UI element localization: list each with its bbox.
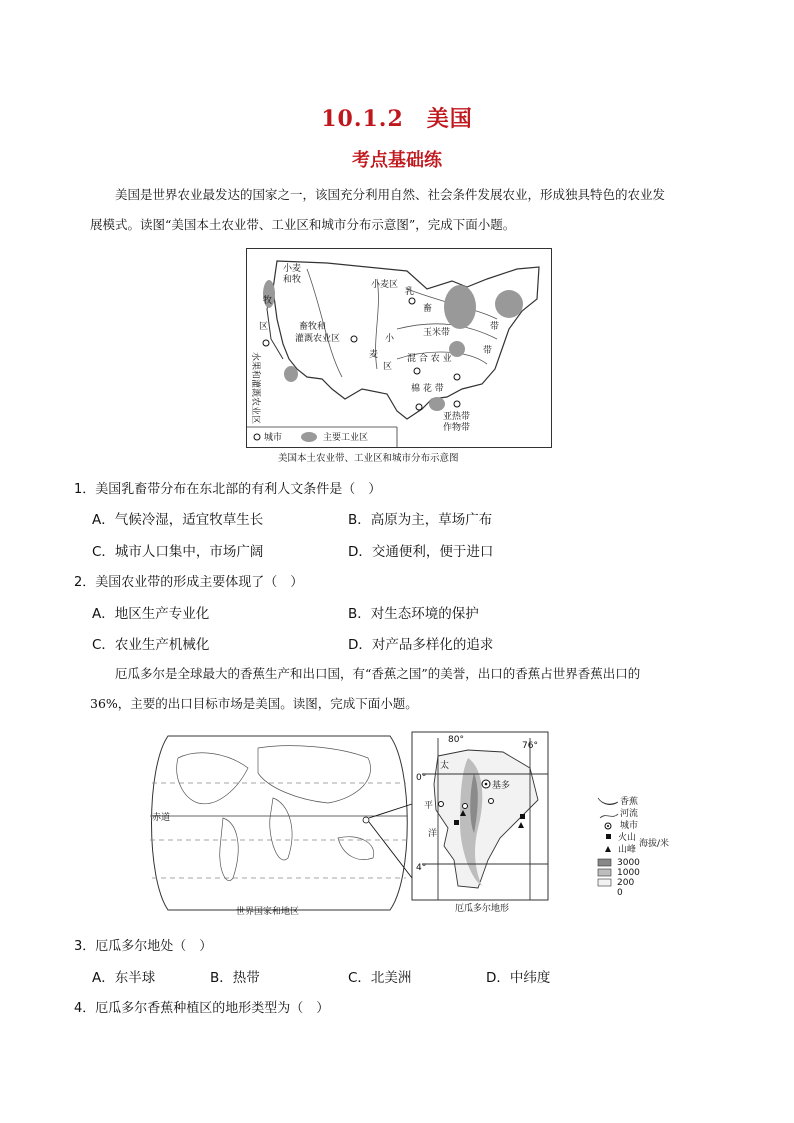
q2-option-b: B．对生态环境的保护: [348, 606, 479, 622]
pacific-label-tai: 太: [440, 761, 450, 771]
world-map-equator-label: 赤道: [152, 813, 171, 823]
industry-zone: [284, 366, 298, 382]
volcano-marker: [454, 820, 459, 825]
label-mai: 麦: [369, 350, 379, 360]
city-marker: [416, 404, 422, 410]
legend-volcano-label: 火山: [618, 833, 637, 843]
ecuador-terrain-caption: 厄瓜多尔地形: [455, 904, 510, 914]
intro1-line2: 展模式。读图“美国本土农业带、工业区和城市分布示意图”，完成下面小题。: [90, 217, 516, 232]
label-mu: 牧: [263, 296, 273, 306]
question-3-stem: 3．厄瓜多尔地处（ ）: [74, 939, 213, 954]
city-marker: [414, 368, 420, 374]
q3-option-b: B．热带: [210, 970, 260, 986]
q3-option-d: D．中纬度: [486, 970, 551, 986]
q2-option-c: C．农业生产机械化: [92, 637, 210, 653]
q1-option-b: B．高原为主，草场广布: [348, 512, 493, 528]
legend-1000: 1000: [617, 868, 640, 878]
legend-city-label: 城市: [620, 821, 639, 831]
label-cotton-belt: 棉 花 带: [411, 384, 444, 394]
intro-paragraph-1: [90, 180, 712, 240]
world-map-caption: 世界国家和地区: [236, 907, 300, 917]
legend-3000: 3000: [617, 858, 640, 868]
q1-option-c: C．城市人口集中，市场广阔: [92, 544, 264, 560]
intro2-line2: 36%，主要的出口目标市场是美国。读图，完成下面小题。: [90, 696, 418, 711]
pacific-label-ping: 平: [424, 801, 434, 811]
intro-paragraph-2: [90, 659, 712, 719]
label-qu2: 区: [383, 362, 393, 372]
q2-option-d: D．对产品多样化的追求: [348, 637, 494, 653]
lon-76-label: 76°: [522, 741, 538, 751]
legend-200: 200: [617, 878, 635, 888]
q2-option-a: A．地区生产专业化: [92, 606, 210, 622]
lat-4-label: 4°: [416, 863, 427, 873]
volcano-marker: [520, 814, 525, 819]
label-subtropical-2: 作物带: [443, 423, 471, 433]
legend-river-label: 河流: [620, 809, 639, 819]
banana-icon: [598, 798, 618, 805]
label-dai2: 带: [483, 346, 493, 356]
quito-label: 基多: [492, 781, 511, 791]
label-fruit: 水果和灌溉农业区: [250, 352, 260, 425]
q3-option-c: C．北美洲: [348, 970, 412, 986]
intro2-line1: 厄瓜多尔是全球最大的香蕉生产和出口国，有“香蕉之国”的美誉，出口的香蕉占世界香蕉出口的: [115, 666, 641, 681]
pacific-label-yang: 洋: [428, 829, 438, 839]
question-1-stem: 1．美国乳畜带分布在东北部的有利人文条件是（ ）: [74, 482, 382, 497]
volcano-legend-icon: [606, 834, 611, 839]
label-wheat-zone: 小麦区: [371, 280, 399, 290]
label-xiao: 小: [385, 334, 395, 344]
industry-zone: [444, 285, 476, 329]
intro1-line1: 美国是世界农业最发达的国家之一，该国充分利用自然、社会条件发展农业，形成独具特色的农业发: [115, 187, 666, 202]
city-marker: [454, 401, 460, 407]
label-corn-belt: 玉米带: [423, 328, 451, 338]
city-marker: [263, 340, 269, 346]
usa-map-graphic: [247, 249, 551, 447]
question-2-stem: 2．美国农业带的形成主要体现了（ ）: [74, 575, 304, 590]
legend-industry-label: 主要工业区: [323, 433, 369, 443]
page-title: 10.1.2 美国: [321, 106, 473, 132]
lon-80-label: 80°: [448, 735, 464, 745]
section-subtitle: 考点基础练: [352, 150, 442, 171]
peak-legend-icon: [605, 846, 611, 852]
legend-industry-icon: [301, 432, 317, 442]
label-ru: 乳: [405, 287, 415, 297]
city-marker: [409, 298, 415, 304]
industry-zone: [495, 290, 523, 318]
city-marker: [351, 336, 357, 342]
ecuador-figure: [138, 728, 678, 918]
label-xu: 畜: [423, 304, 433, 314]
legend-altitude-label: 海拔/米: [639, 839, 670, 849]
label-xumu: 畜牧和: [299, 322, 327, 332]
legend-peak-label: 山峰: [618, 845, 637, 855]
legend-0: 0: [617, 888, 623, 898]
city-marker: [454, 374, 460, 380]
usa-agriculture-map: [246, 248, 552, 448]
industry-zone: [429, 397, 445, 411]
label-dai: 带: [490, 322, 500, 332]
q1-option-a: A．气候冷湿，适宜牧草生长: [92, 512, 264, 528]
label-qu: 区: [259, 322, 269, 332]
question-4-stem: 4．厄瓜多尔香蕉种植区的地形类型为（ ）: [74, 1001, 330, 1016]
label-mixed-farming: 混 合 农 业: [407, 354, 452, 364]
lat-0-label: 0°: [416, 773, 427, 783]
q3-option-a: A．东半球: [92, 970, 156, 986]
label-guangai: 灌溉农业区: [295, 334, 341, 344]
legend-banana-label: 香蕉: [620, 797, 639, 807]
label-hemu: 和牧: [283, 275, 302, 285]
legend-city-label: 城市: [264, 433, 283, 443]
legend-city-icon: [254, 434, 260, 440]
label-wheat: 小麦: [283, 264, 302, 274]
river-icon: [600, 814, 618, 818]
figure1-caption: 美国本土农业带、工业区和城市分布示意图: [278, 453, 459, 464]
label-subtropical-1: 亚热带: [443, 412, 471, 422]
q1-option-d: D．交通便利，便于进口: [348, 544, 494, 560]
ecuador-figure-graphic: [138, 728, 678, 918]
